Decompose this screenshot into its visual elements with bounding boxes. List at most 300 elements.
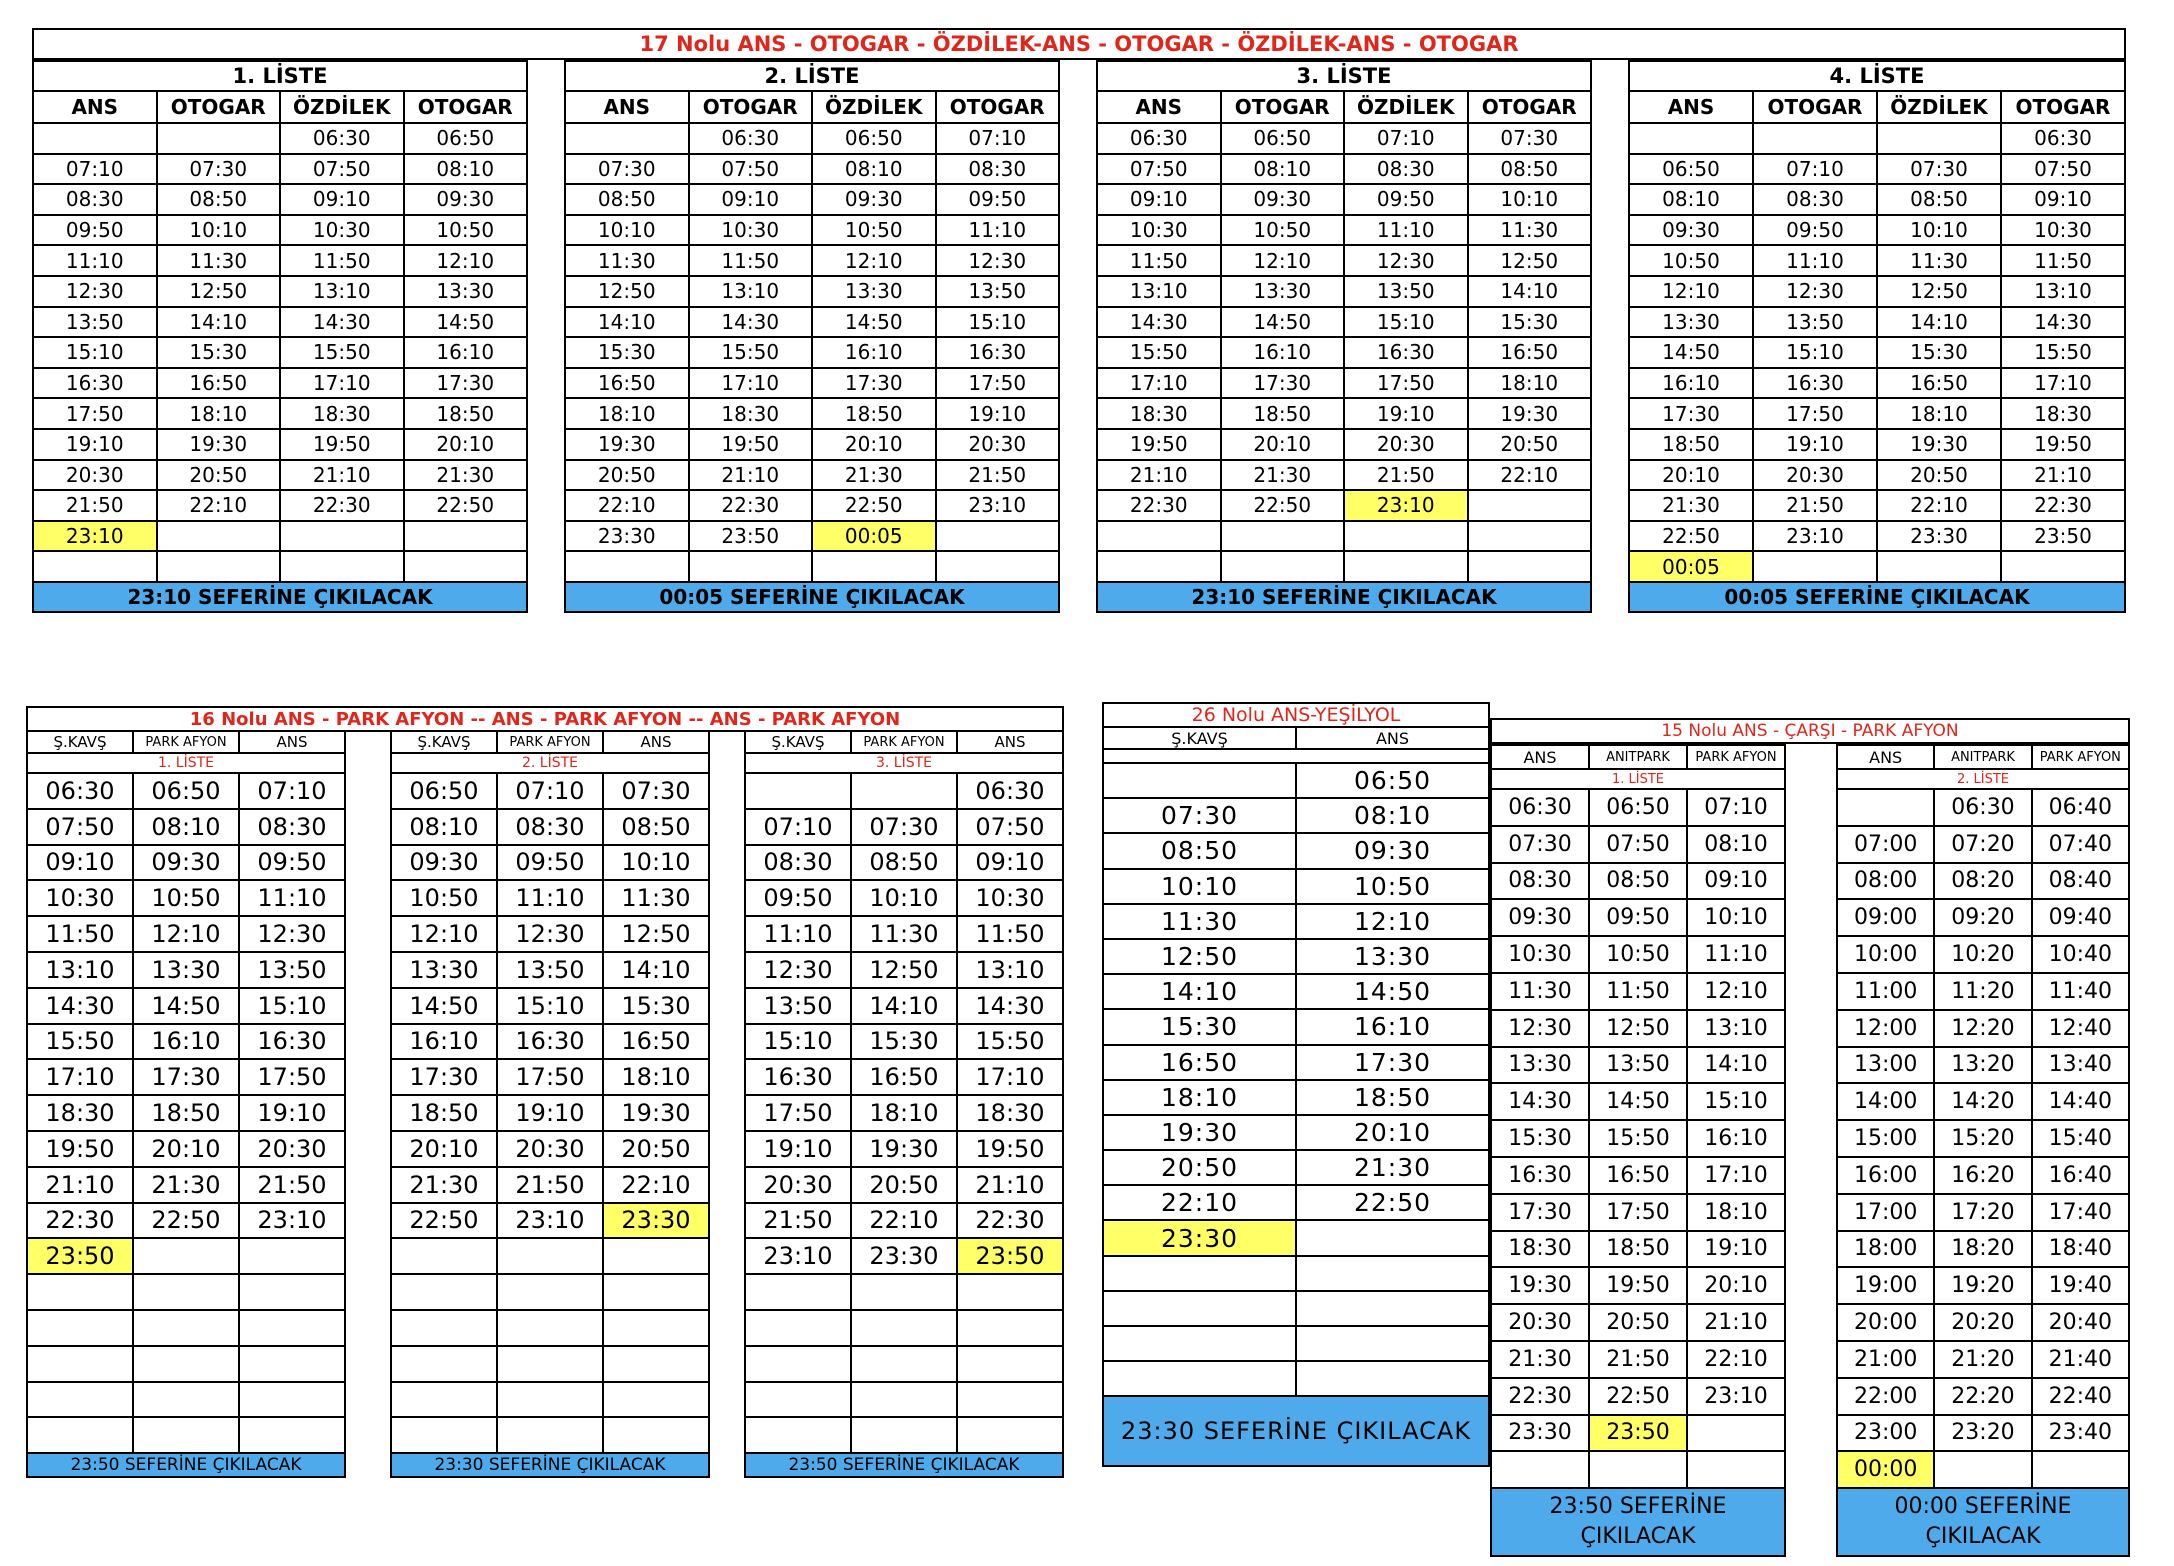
table-row <box>391 809 709 845</box>
time-cell: 19:30 <box>1491 1267 1589 1304</box>
list-label: 1. LİSTE <box>27 753 345 773</box>
time-cell: 22:10 <box>157 490 281 521</box>
time-cell: 17:30 <box>1296 1045 1489 1080</box>
table-row <box>27 1346 345 1382</box>
column-header: ANS <box>1296 727 1489 749</box>
time-cell <box>745 1382 851 1418</box>
table-row <box>745 809 1063 845</box>
table-row <box>27 1417 345 1453</box>
schedule-table <box>32 60 528 613</box>
table-row <box>27 1274 345 1310</box>
time-cell: 13:20 <box>1934 1047 2031 1084</box>
time-cell: 18:10 <box>1103 1080 1296 1115</box>
time-cell: 06:30 <box>1491 789 1589 826</box>
time-cell: 09:30 <box>1221 184 1345 215</box>
time-cell: 08:10 <box>1221 154 1345 185</box>
time-cell: 08:30 <box>1344 154 1468 185</box>
time-cell: 14:10 <box>603 952 709 988</box>
time-cell: 20:30 <box>1753 460 1877 491</box>
table-row <box>1837 826 2129 863</box>
time-cell: 15:50 <box>280 337 404 368</box>
time-cell: 11:10 <box>745 916 851 952</box>
time-cell: 23:30 <box>1103 1220 1296 1255</box>
time-cell <box>280 521 404 552</box>
table-row <box>565 368 1059 399</box>
table-row <box>1837 1304 2129 1341</box>
time-cell: 13:30 <box>1491 1047 1589 1084</box>
time-cell: 21:30 <box>1629 490 1753 521</box>
time-cell <box>1103 1256 1296 1291</box>
time-cell: 14:50 <box>404 307 528 338</box>
time-cell: 15:30 <box>1103 1009 1296 1044</box>
table-row <box>1103 1256 1489 1291</box>
table-row <box>1103 833 1489 868</box>
time-cell <box>565 123 689 154</box>
time-cell: 23:10 <box>33 521 157 552</box>
table-row <box>33 307 527 338</box>
time-cell: 16:10 <box>1629 368 1753 399</box>
time-cell: 13:30 <box>1221 276 1345 307</box>
route-17-list-3 <box>1096 60 1592 613</box>
time-cell: 09:10 <box>2001 184 2125 215</box>
time-cell: 17:50 <box>33 398 157 429</box>
time-cell: 07:10 <box>33 154 157 185</box>
time-cell <box>404 521 528 552</box>
table-row <box>745 1274 1063 1310</box>
time-cell: 08:10 <box>391 809 497 845</box>
time-cell: 07:10 <box>1344 123 1468 154</box>
time-cell: 07:50 <box>27 809 133 845</box>
time-cell: 06:50 <box>1221 123 1345 154</box>
column-header-row <box>27 731 345 753</box>
time-cell: 17:50 <box>745 1095 851 1131</box>
table-row <box>1097 307 1591 338</box>
time-cell: 17:30 <box>391 1059 497 1095</box>
time-cell: 17:00 <box>1837 1194 1934 1231</box>
time-cell: 16:50 <box>1468 337 1592 368</box>
time-cell <box>1296 1361 1489 1396</box>
table-row <box>1097 460 1591 491</box>
column-header: OTOGAR <box>1221 91 1345 123</box>
time-cell: 10:50 <box>404 215 528 246</box>
time-cell: 10:50 <box>133 880 239 916</box>
time-cell: 09:30 <box>133 845 239 881</box>
time-cell: 21:30 <box>1491 1341 1589 1378</box>
time-cell: 13:40 <box>2032 1047 2129 1084</box>
time-cell: 14:10 <box>1877 307 2001 338</box>
time-cell: 21:10 <box>1097 460 1221 491</box>
time-cell: 19:30 <box>1877 429 2001 460</box>
schedule-table <box>744 730 1064 1478</box>
table-row <box>33 551 527 582</box>
time-cell: 14:30 <box>2001 307 2125 338</box>
time-cell: 16:30 <box>239 1024 345 1060</box>
table-row <box>565 154 1059 185</box>
route-17-list-4 <box>1628 60 2126 613</box>
table-row <box>745 988 1063 1024</box>
time-cell: 18:30 <box>1097 398 1221 429</box>
time-cell: 22:10 <box>1468 460 1592 491</box>
time-cell: 23:50 <box>1589 1415 1687 1452</box>
table-row <box>745 1131 1063 1167</box>
time-cell: 16:50 <box>1589 1157 1687 1194</box>
time-cell: 12:30 <box>33 276 157 307</box>
time-cell: 23:50 <box>957 1238 1063 1274</box>
time-cell: 09:10 <box>1097 184 1221 215</box>
time-cell: 18:30 <box>27 1095 133 1131</box>
time-cell: 10:10 <box>565 215 689 246</box>
table-row <box>745 1203 1063 1239</box>
time-cell: 09:10 <box>27 845 133 881</box>
time-cell: 15:20 <box>1934 1120 2031 1157</box>
time-cell: 23:10 <box>936 490 1060 521</box>
column-header: ANS <box>33 91 157 123</box>
time-cell <box>27 1346 133 1382</box>
time-cell: 16:10 <box>812 337 936 368</box>
time-cell: 13:50 <box>239 952 345 988</box>
table-row <box>1491 1451 1785 1488</box>
time-cell: 09:10 <box>957 845 1063 881</box>
time-cell: 12:00 <box>1837 1010 1934 1047</box>
table-row <box>27 845 345 881</box>
time-cell: 09:40 <box>2032 899 2129 936</box>
time-cell: 20:50 <box>1103 1150 1296 1185</box>
time-cell: 21:10 <box>2001 460 2125 491</box>
time-cell <box>27 1382 133 1418</box>
time-cell: 18:10 <box>157 398 281 429</box>
time-cell: 07:50 <box>689 154 813 185</box>
time-cell: 19:10 <box>1753 429 1877 460</box>
table-row <box>1629 245 2125 276</box>
table-row <box>27 1203 345 1239</box>
time-cell: 17:30 <box>133 1059 239 1095</box>
time-cell <box>404 551 528 582</box>
time-cell: 08:50 <box>603 809 709 845</box>
table-row <box>1837 1120 2129 1157</box>
time-cell: 12:50 <box>1103 939 1296 974</box>
time-cell: 08:30 <box>497 809 603 845</box>
schedule-table <box>1628 60 2126 613</box>
time-cell: 08:40 <box>2032 863 2129 900</box>
time-cell: 19:50 <box>957 1131 1063 1167</box>
time-cell: 21:10 <box>689 460 813 491</box>
time-cell: 20:10 <box>1687 1267 1785 1304</box>
table-row <box>27 1059 345 1095</box>
time-cell <box>603 1274 709 1310</box>
footer-row <box>565 582 1059 612</box>
time-cell: 12:30 <box>497 916 603 952</box>
time-cell: 15:30 <box>1491 1120 1589 1157</box>
time-cell: 07:50 <box>2001 154 2125 185</box>
time-cell <box>1877 123 2001 154</box>
time-cell <box>1103 1361 1296 1396</box>
table-row <box>1837 899 2129 936</box>
table-row <box>1837 1010 2129 1047</box>
time-cell: 10:50 <box>1221 215 1345 246</box>
table-row <box>33 276 527 307</box>
time-cell: 23:20 <box>1934 1415 2031 1452</box>
time-cell: 11:10 <box>1753 245 1877 276</box>
table-row <box>565 123 1059 154</box>
time-cell: 10:30 <box>689 215 813 246</box>
time-cell <box>745 773 851 809</box>
table-row <box>745 1024 1063 1060</box>
time-cell: 11:50 <box>2001 245 2125 276</box>
time-cell: 11:30 <box>157 245 281 276</box>
time-cell: 18:10 <box>1468 368 1592 399</box>
time-cell <box>391 1382 497 1418</box>
time-cell: 10:50 <box>1629 245 1753 276</box>
time-cell: 19:30 <box>603 1095 709 1131</box>
time-cell: 10:20 <box>1934 936 2031 973</box>
time-cell: 22:20 <box>1934 1378 2031 1415</box>
schedule-table <box>564 60 1060 613</box>
table-row <box>1491 1267 1785 1304</box>
time-cell: 15:30 <box>157 337 281 368</box>
time-cell: 16:30 <box>1753 368 1877 399</box>
time-cell: 23:10 <box>745 1238 851 1274</box>
time-cell: 15:50 <box>1097 337 1221 368</box>
time-cell <box>33 123 157 154</box>
time-cell <box>1221 521 1345 552</box>
column-header-row <box>1097 91 1591 123</box>
time-cell: 18:50 <box>1221 398 1345 429</box>
time-cell <box>157 521 281 552</box>
time-cell: 16:10 <box>404 337 528 368</box>
time-cell <box>957 1346 1063 1382</box>
time-cell: 17:10 <box>280 368 404 399</box>
time-cell: 17:20 <box>1934 1194 2031 1231</box>
time-cell: 22:00 <box>1837 1378 1934 1415</box>
time-cell <box>1344 521 1468 552</box>
time-cell: 12:10 <box>133 916 239 952</box>
time-cell: 23:10 <box>1344 490 1468 521</box>
time-cell <box>157 551 281 582</box>
time-cell: 18:30 <box>689 398 813 429</box>
table-row <box>1837 973 2129 1010</box>
time-cell: 08:10 <box>1629 184 1753 215</box>
time-cell: 18:50 <box>1589 1231 1687 1268</box>
time-cell <box>133 1274 239 1310</box>
time-cell: 22:30 <box>280 490 404 521</box>
column-header: ANS <box>1629 91 1753 123</box>
time-cell <box>1837 789 1934 826</box>
time-cell: 22:40 <box>2032 1378 2129 1415</box>
time-cell: 23:10 <box>497 1203 603 1239</box>
time-cell: 14:30 <box>1097 307 1221 338</box>
time-cell: 19:30 <box>1103 1115 1296 1150</box>
time-cell: 08:10 <box>1296 798 1489 833</box>
table-row <box>745 773 1063 809</box>
time-cell: 19:30 <box>851 1131 957 1167</box>
time-cell: 13:10 <box>957 952 1063 988</box>
table-row <box>1491 1415 1785 1452</box>
column-header: OTOGAR <box>1468 91 1592 123</box>
time-cell: 09:50 <box>1753 215 1877 246</box>
time-cell: 19:50 <box>2001 429 2125 460</box>
table-row <box>1837 1415 2129 1452</box>
table-row <box>1097 184 1591 215</box>
time-cell: 13:50 <box>1344 276 1468 307</box>
time-cell <box>851 1382 957 1418</box>
time-cell: 21:40 <box>2032 1341 2129 1378</box>
time-cell: 08:30 <box>1753 184 1877 215</box>
time-cell: 15:50 <box>2001 337 2125 368</box>
table-row <box>1103 1009 1489 1044</box>
time-cell: 22:50 <box>133 1203 239 1239</box>
time-cell: 17:50 <box>936 368 1060 399</box>
time-cell <box>2001 551 2125 582</box>
table-row <box>391 1024 709 1060</box>
schedule-table <box>1096 60 1592 613</box>
time-cell <box>497 1417 603 1453</box>
time-cell: 09:10 <box>1687 863 1785 900</box>
table-row <box>27 1167 345 1203</box>
time-cell <box>1468 551 1592 582</box>
table-row <box>1103 1291 1489 1326</box>
time-cell: 07:40 <box>2032 826 2129 863</box>
time-cell: 18:00 <box>1837 1231 1934 1268</box>
time-cell: 17:30 <box>1629 398 1753 429</box>
time-cell: 09:50 <box>497 845 603 881</box>
time-cell: 06:30 <box>689 123 813 154</box>
time-cell: 12:30 <box>1491 1010 1589 1047</box>
column-header: OTOGAR <box>157 91 281 123</box>
table-row <box>33 398 527 429</box>
time-cell: 14:50 <box>1296 974 1489 1009</box>
table-row <box>27 988 345 1024</box>
list-label: 3. LİSTE <box>1097 61 1591 91</box>
column-header: ANS <box>1097 91 1221 123</box>
list-label-row <box>565 61 1059 91</box>
table-row <box>33 215 527 246</box>
time-cell: 16:30 <box>33 368 157 399</box>
table-row <box>565 337 1059 368</box>
time-cell: 16:30 <box>497 1024 603 1060</box>
table-row <box>1629 460 2125 491</box>
time-cell: 20:10 <box>391 1131 497 1167</box>
time-cell: 22:30 <box>2001 490 2125 521</box>
time-cell: 15:30 <box>1468 307 1592 338</box>
time-cell: 19:50 <box>1589 1267 1687 1304</box>
time-cell: 23:50 <box>2001 521 2125 552</box>
time-cell: 10:30 <box>1097 215 1221 246</box>
time-cell: 08:20 <box>1934 863 2031 900</box>
table-row <box>1103 1045 1489 1080</box>
spacer <box>1103 749 1489 763</box>
table-row <box>1629 215 2125 246</box>
table-row <box>1097 490 1591 521</box>
time-cell: 16:40 <box>2032 1157 2129 1194</box>
time-cell: 09:30 <box>391 845 497 881</box>
table-row <box>745 845 1063 881</box>
time-cell: 12:50 <box>1468 245 1592 276</box>
time-cell: 20:50 <box>603 1131 709 1167</box>
time-cell: 21:10 <box>1687 1304 1785 1341</box>
time-cell: 13:00 <box>1837 1047 1934 1084</box>
time-cell: 13:50 <box>1589 1047 1687 1084</box>
table-row <box>1837 789 2129 826</box>
time-cell <box>1753 123 1877 154</box>
list-label-row <box>1629 61 2125 91</box>
time-cell: 06:30 <box>1097 123 1221 154</box>
table-row <box>1837 1231 2129 1268</box>
time-cell: 12:50 <box>603 916 709 952</box>
time-cell: 17:50 <box>1344 368 1468 399</box>
time-cell: 18:10 <box>603 1059 709 1095</box>
table-row <box>1837 936 2129 973</box>
time-cell: 22:50 <box>1221 490 1345 521</box>
time-cell: 18:30 <box>1491 1231 1589 1268</box>
time-cell: 15:10 <box>239 988 345 1024</box>
footer-row <box>1837 1488 2129 1556</box>
table-row <box>1097 245 1591 276</box>
time-cell: 08:10 <box>812 154 936 185</box>
route-17-title: 17 Nolu ANS - OTOGAR - ÖZDİLEK-ANS - OTOGAR - ÖZDİLEK-ANS - OTOGAR <box>33 29 2125 59</box>
time-cell: 19:50 <box>280 429 404 460</box>
time-cell: 07:30 <box>1491 826 1589 863</box>
time-cell: 20:50 <box>1468 429 1592 460</box>
table-row <box>1097 337 1591 368</box>
table-row <box>1097 398 1591 429</box>
time-cell: 13:10 <box>1687 1010 1785 1047</box>
time-cell <box>391 1346 497 1382</box>
time-cell: 16:00 <box>1837 1157 1934 1194</box>
time-cell: 12:10 <box>1296 904 1489 939</box>
time-cell: 11:30 <box>1877 245 2001 276</box>
table-row <box>1103 1080 1489 1115</box>
route-15-list-2 <box>1836 744 2130 1557</box>
table-row <box>1103 869 1489 904</box>
time-cell: 23:40 <box>2032 1415 2129 1452</box>
time-cell: 11:50 <box>27 916 133 952</box>
table-row <box>565 245 1059 276</box>
time-cell: 14:10 <box>851 988 957 1024</box>
time-cell: 13:50 <box>1753 307 1877 338</box>
time-cell: 22:50 <box>391 1203 497 1239</box>
time-cell: 16:50 <box>1103 1045 1296 1080</box>
route-17-list-1 <box>32 60 528 613</box>
table-row <box>1491 1304 1785 1341</box>
time-cell: 19:10 <box>1344 398 1468 429</box>
time-cell <box>851 1417 957 1453</box>
time-cell: 06:30 <box>1934 789 2031 826</box>
time-cell: 15:50 <box>689 337 813 368</box>
time-cell: 18:50 <box>133 1095 239 1131</box>
time-cell: 17:30 <box>1491 1194 1589 1231</box>
table-row <box>391 1382 709 1418</box>
time-cell: 20:30 <box>239 1131 345 1167</box>
time-cell <box>1589 1451 1687 1488</box>
time-cell: 20:10 <box>812 429 936 460</box>
time-cell <box>1753 551 1877 582</box>
time-cell: 08:50 <box>1103 833 1296 868</box>
time-cell <box>603 1346 709 1382</box>
time-cell: 10:40 <box>2032 936 2129 973</box>
table-row <box>1491 863 1785 900</box>
column-header: ANS <box>957 731 1063 753</box>
time-cell <box>133 1382 239 1418</box>
route-17-title-table <box>32 28 2126 60</box>
table-row <box>1097 368 1591 399</box>
time-cell: 22:30 <box>1097 490 1221 521</box>
time-cell: 00:05 <box>812 521 936 552</box>
table-row <box>745 1167 1063 1203</box>
table-row <box>1629 307 2125 338</box>
time-cell: 21:50 <box>745 1203 851 1239</box>
table-row <box>1491 899 1785 936</box>
time-cell: 22:10 <box>851 1203 957 1239</box>
